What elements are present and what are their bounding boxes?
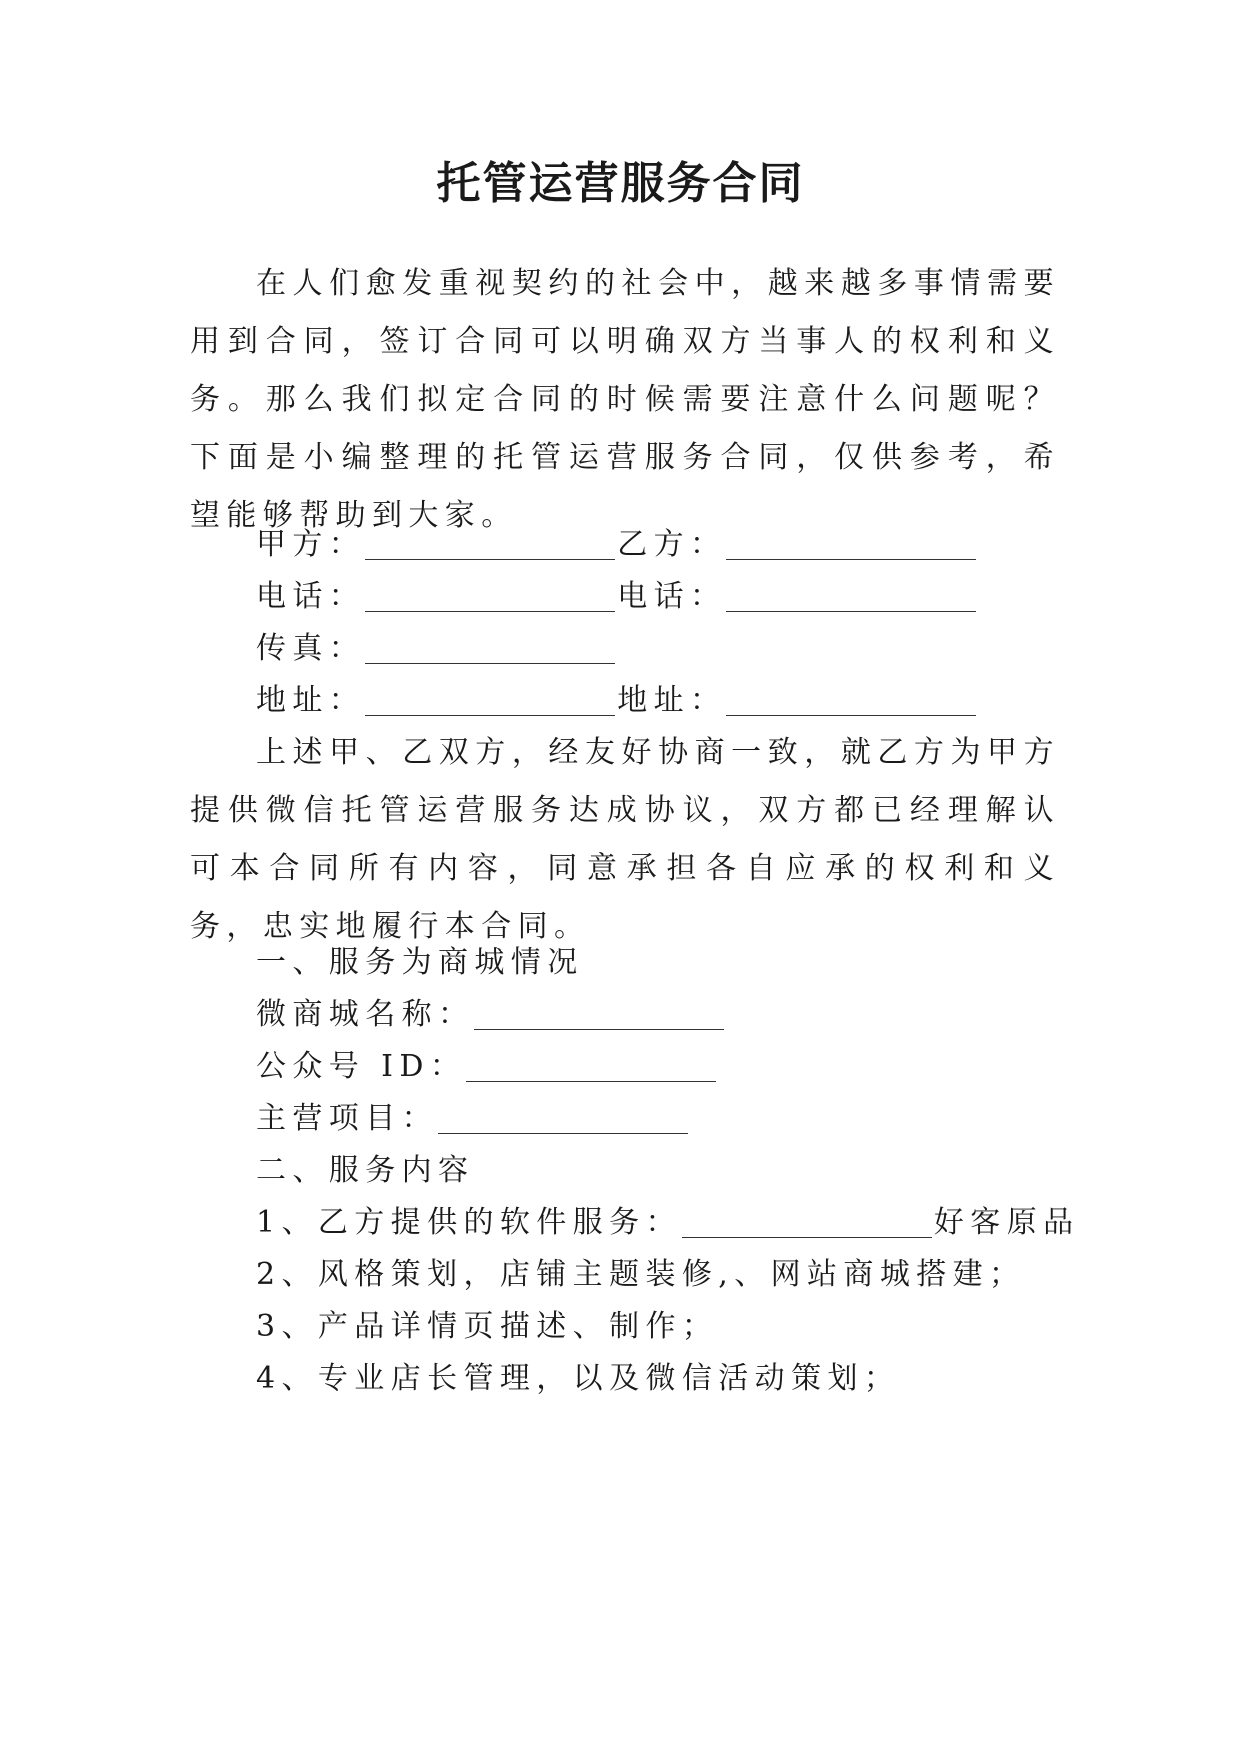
service-item-4: 4、专业店长管理，以及微信活动策划； — [256, 1361, 901, 1396]
service-item-1-suffix: 好客原品 — [933, 1205, 1080, 1240]
mall-name-row — [256, 986, 726, 1044]
service-item-2: 2、风格策划，店铺主题装修,、网站商城搭建； — [256, 1257, 1026, 1292]
phone-b-label: 电话： — [617, 579, 727, 614]
address-row — [256, 672, 978, 730]
account-id-row — [256, 1038, 718, 1096]
party-a-blank — [365, 529, 615, 560]
service-item-1 — [256, 1194, 1080, 1252]
section2-heading: 二、服务内容 — [256, 1153, 475, 1188]
service-item-3: 3、产品详情页描述、制作； — [256, 1309, 719, 1344]
party-row — [256, 516, 978, 574]
address-b-label: 地址： — [617, 683, 727, 718]
intro-paragraph: 在人们愈发重视契约的社会中，越来越多事情需要用到合同，签订合同可以明确双方当事人的权利和义务。那么我们拟定合同的时候需要注意什么问题呢？下面是小编整理的托管运营服务合同，仅供参考，希望能够帮助到大家。 — [190, 266, 1060, 533]
party-b-label: 乙方： — [617, 527, 727, 562]
service-item-1-blank — [682, 1207, 932, 1238]
address-b-blank — [726, 685, 976, 716]
main-business-row — [256, 1090, 690, 1148]
mall-name-label: 微商城名称： — [256, 997, 475, 1032]
main-business-label: 主营项目： — [256, 1101, 438, 1136]
fax-label: 传真： — [256, 631, 366, 666]
service-item-1-label: 1、乙方提供的软件服务： — [256, 1205, 682, 1240]
party-a-label: 甲方： — [256, 527, 366, 562]
main-business-blank — [438, 1103, 688, 1134]
fax-blank — [365, 633, 615, 664]
address-a-label: 地址： — [256, 683, 366, 718]
phone-a-label: 电话： — [256, 579, 366, 614]
mall-name-blank — [474, 999, 724, 1030]
phone-b-blank — [726, 581, 976, 612]
account-id-label: 公众号 ID： — [256, 1049, 467, 1084]
account-id-blank — [466, 1051, 716, 1082]
fax-row — [256, 620, 617, 678]
phone-row — [256, 568, 978, 626]
phone-a-blank — [365, 581, 615, 612]
agreement-paragraph: 上述甲、乙双方，经友好协商一致，就乙方为甲方提供微信托管运营服务达成协议，双方都已经理解认可本合同所有内容，同意承担各自应承的权利和义务，忠实地履行本合同。 — [190, 735, 1060, 944]
section1-heading: 一、服务为商城情况 — [256, 945, 584, 980]
document-title: 托管运营服务合同 — [436, 158, 805, 209]
party-b-blank — [726, 529, 976, 560]
address-a-blank — [365, 685, 615, 716]
